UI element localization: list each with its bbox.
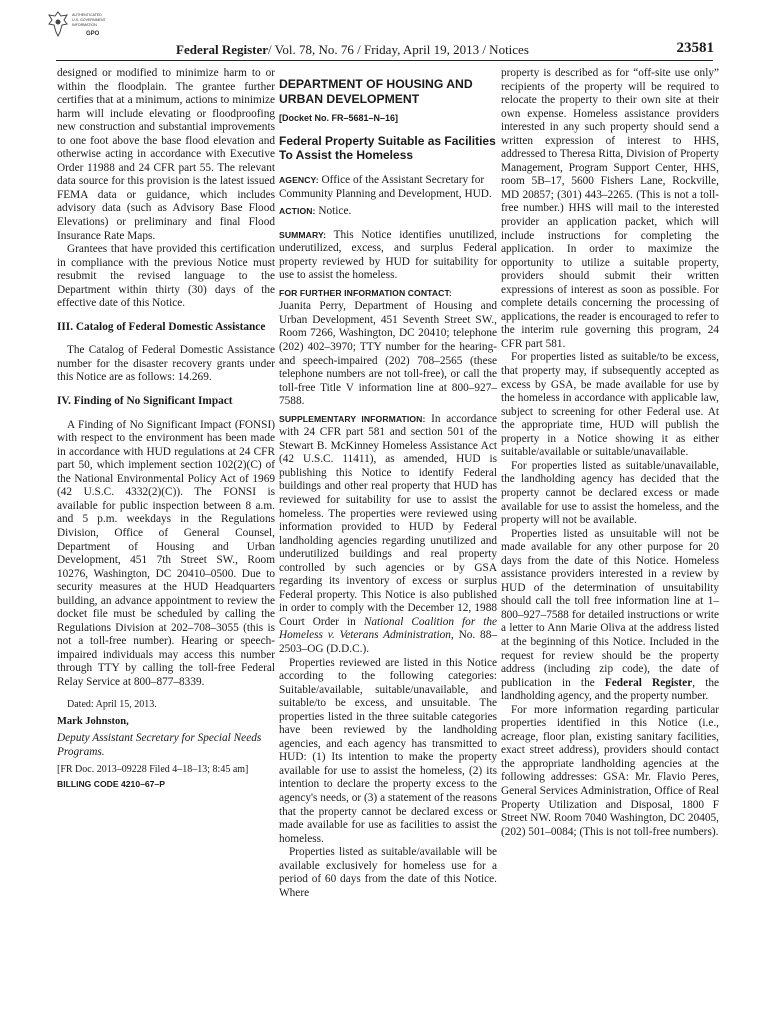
dated-line: Dated: April 15, 2013. [67, 698, 157, 710]
federal-register-ref: Federal Register [604, 676, 693, 689]
issue-info: / Vol. 78, No. 76 / Friday, April 19, 2013 / Notices [268, 42, 529, 57]
supplementary-text: In accordance with 24 CFR part 581 and section 501 of the Stewart B. McKinney Homeless Assistance Act (42 U.S.C. 11411), as amended, HUD is publishing this Notice to identify Federal buildings and other real property that HUD has reviewed for suitability for use to assist the homeless. The properties were reviewed using information provided to HUD by Federal landholding agencies regarding unutilized and underutilized buildings and real property controlled by such agencies or by GSA regarding its inventory of excess or surplus Federal property. This Notice is also published in order to comply with the December 12, 1988 Court Order in [279, 412, 497, 628]
agency-label: AGENCY: [279, 174, 319, 185]
contact-block [279, 287, 497, 409]
action-block [279, 205, 497, 219]
supplementary-docket: No. 88–2503–OG (D.D.C.). [279, 629, 497, 655]
journal-name: Federal Register [176, 42, 269, 57]
fr-doc-line: [FR Doc. 2013–09228 Filed 4–18–13; 8:45 am] [57, 764, 249, 776]
summary-label: SUMMARY: [279, 229, 327, 240]
section-heading-fonsi: IV. Finding of No Significant Impact [57, 395, 233, 408]
supplementary-label: SUPPLEMENTARY INFORMATION: [279, 413, 426, 424]
column-1 [57, 67, 275, 792]
to-be-excess-paragraph: For properties listed as suitable/to be excess, that property may, if subsequently accepted as excess by GSA, be made available for use by the homeless in accordance with applicable law, subject to screening for other Federal use. At the appropriate time, HUD will publish the property in a Notice showing it as either suitable/available or suitable/unavailable. [501, 351, 719, 459]
signer-title: Deputy Assistant Secretary for Special Needs Programs. [57, 732, 262, 758]
logo-line-2: U.S. GOVERNMENT [72, 18, 106, 22]
unsuitable-paragraph: Properties listed as unsuitable will not be made available for any other purpose for 20 days from the date of this Notice. Homeless assistance providers interested in a review by HUD of the determination of unsuitability should call the toll free information line at 1–800–927–7588 for detailed instructions or write a letter to Ann Marie Oliva at the address listed at the beginning of this Notice. Included in the request for review should be the property address (including zip code), the date of publication in the Federal Register, the landholding agency, and the property number. [501, 527, 720, 703]
grantees-paragraph: Grantees that have provided this certification in compliance with the previous Notice must resubmit the revised language to the Department within thirty (30) days of the effective date of this Notice. [57, 243, 275, 310]
unavailable-paragraph: For properties listed as suitable/unavailable, the landholding agency has decided that the property cannot be declared excess or made available for use to assist the homeless, and the property will not be available. [501, 459, 719, 527]
billing-code: BILLING CODE 4210–67–P [57, 779, 165, 790]
document-title: Federal Property Suitable as Facilities To Assist the Homeless [279, 133, 496, 162]
running-header [0, 40, 770, 58]
column-3 [501, 67, 719, 839]
running-title [176, 42, 529, 58]
contact-text: Juanita Perry, Department of Housing and Urban Development, 451 Seventh Street SW., Room 7266, Washington, DC 20410; telephone (202) 402–3970; TTY number for the hearing- and speech-impaired (202) 708–2565 (these telephone numbers are not toll-free), or call the toll-free Title V information line at 800–927–7588. [279, 300, 497, 408]
catalog-paragraph: The Catalog of Federal Domestic Assistance number for the disaster recovery grants under this Notice are as follows: 14.269. [57, 344, 275, 384]
column-2 [279, 67, 497, 900]
agency-text: Office of the Assistant Secretary for Community Planning and Development, HUD. [279, 173, 492, 200]
summary-block [279, 229, 497, 283]
logo-line-3: INFORMATION [72, 23, 97, 27]
properties-available-paragraph: Properties listed as suitable/available will be available exclusively for homeless use for a period of 60 days from the date of this Notice. Where [279, 846, 497, 899]
signer-name: Mark Johnston, [57, 715, 129, 727]
logo-line-1: AUTHENTICATED [72, 13, 102, 17]
gpo-authentication-logo [46, 10, 126, 40]
court-case-name: National Coalition for the Homeless v. Veterans Administration, [279, 615, 497, 642]
docket-number: [Docket No. FR–5681–N–16] [279, 113, 399, 123]
section-heading-catalog: III. Catalog of Federal Domestic Assistance [57, 320, 266, 333]
contact-agencies-paragraph: For more information regarding particular properties identified in this Notice (i.e., acreage, floor plan, existing sanitary facilities, exact street address), providers should contact the appropriate landholding agencies at the following addresses: GSA: Mr. Flavio Peres, General Services Administration, Office of Real Property Utilization and Disposal, 1800 F Street NW. Room 7040 Washington, DC 20405, (202) 501–0084; (This is not toll-free numbers). [501, 703, 719, 838]
supplementary-block [279, 413, 497, 657]
action-text: Notice. [315, 205, 352, 218]
logo-gpo: GPO [86, 31, 100, 37]
agency-block [279, 174, 497, 201]
properties-reviewed-paragraph: Properties reviewed are listed in this Notice according to the following categories: Suitable/available, suitable/unavailable, and suitable/to be excess, and unsuitable. The properties listed in the three suitable categories have been reviewed by the landholding agencies, and each agency has transmitted to HUD: (1) Its intention to make the property available for use to assist the homeless, (2) its intention to declare the property excess to the agency's needs, or (3) a statement of the reasons that the property cannot be declared excess or made available for use as facilities to assist the homeless. [279, 656, 497, 845]
header-rule [56, 60, 713, 61]
fonsi-paragraph: A Finding of No Significant Impact (FONSI) with respect to the environment has been made in accordance with HUD regulations at 24 CFR part 50, which implement section 102(2)(C) of the National Environmental Policy Act of 1969 (42 U.S.C. 4332(2)(C)). The FONSI is available for public inspection between 8 a.m. and 5 p.m. weekdays in the Regulations Division, Office of General Counsel, Department of Housing and Urban Development, 451 7th Street SW., Room 10276, Washington, DC 20410–0500. Due to security measures at the HUD Headquarters building, an advance appointment to review the docket file must be scheduled by calling the Regulations Division at 202–708–3055 (this is not a toll-free number). Hearing or speech-impaired individuals may access this number through TTY by calling the toll-free Federal Relay Service at 800–877–8339. [57, 418, 275, 688]
offsite-paragraph: property is described as for “off-site use only” recipients of the property will be required to relocate the property to their own site at their own expense. Homeless assistance providers interested in any such property should send a written expression of interest to HHS, addressed to Theresa Ritta, Division of Property Management, Program Support Center, HHS, room 5B–17, 5600 Fishers Lane, Rockville, MD 20857; (301) 443–2265. (This is not a toll-free number.) HHS will mail to the interested provider an application packet, which will include instructions for completing the application. In order to maximize the opportunity to utilize a suitable property, providers should submit their written expressions of interest as soon as possible. For complete details concerning the processing of applications, the reader is encouraged to refer to the interim rule governing this program, 24 CFR part 581. [501, 67, 719, 350]
floodplain-paragraph: designed or modified to minimize harm to or within the floodplain. The grantee further certifies that at a minimum, actions to minimize harm will include elevating or floodproofing new construction and substantial improvements to one foot above the base flood elevation and otherwise acting in accordance with Executive Order 11988 and 24 CFR part 55. The relevant data source for this provision is the latest issued FEMA data or guidance, which includes advisory data (such as Advisory Base Flood Elevations) or preliminary and final Flood Insurance Rate Maps. [57, 67, 275, 242]
summary-text: This Notice identifies unutilized, underutilized, excess, and surplus Federal property reviewed by HUD for suitability for use to assist the homeless. [279, 228, 497, 282]
page-number: 23581 [676, 40, 714, 56]
eagle-seal-icon [46, 10, 70, 38]
agency-heading: DEPARTMENT OF HOUSING AND URBAN DEVELOPMENT [279, 77, 473, 106]
contact-label: FOR FURTHER INFORMATION CONTACT: [279, 287, 452, 298]
action-label: ACTION: [279, 206, 316, 217]
